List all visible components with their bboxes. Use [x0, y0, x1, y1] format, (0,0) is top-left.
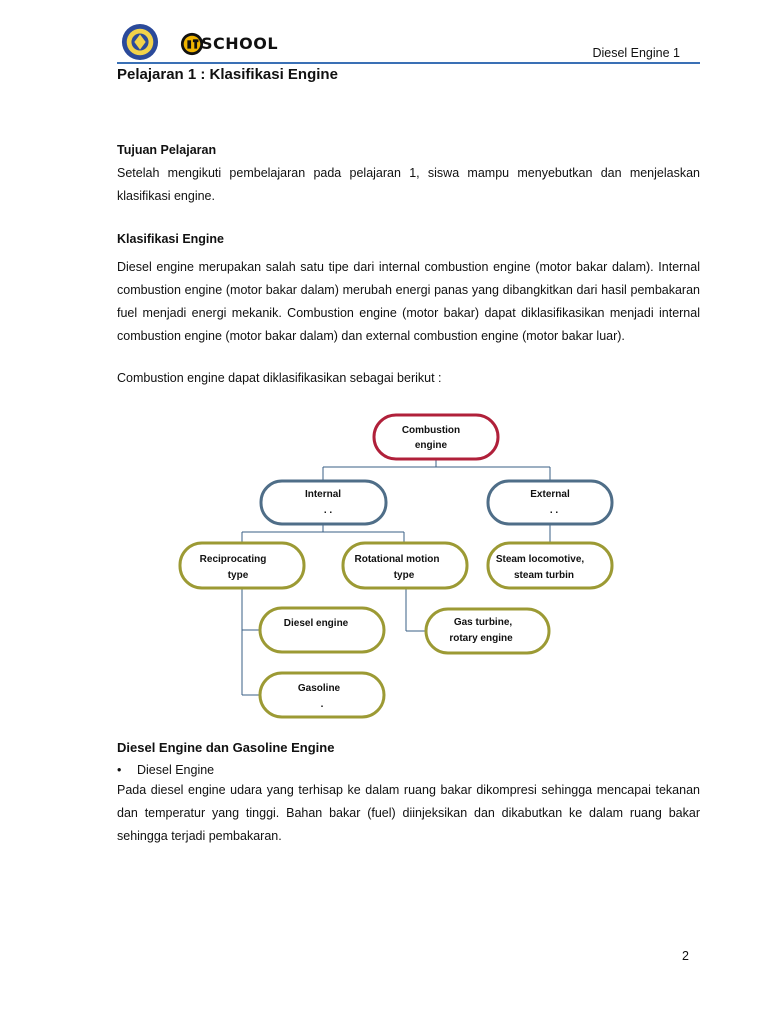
university-seal-logo — [121, 23, 159, 61]
node-diesel-engine — [260, 608, 384, 652]
header-divider — [117, 62, 700, 64]
page-header — [117, 18, 700, 64]
bullet-text: Diesel Engine — [137, 763, 215, 777]
diesel-gasoline-heading: Diesel Engine dan Gasoline Engine — [117, 740, 335, 755]
node-rotational-line2: type — [393, 570, 415, 581]
node-gasoline-line2: . — [320, 699, 324, 710]
bullet-item-diesel — [117, 763, 214, 777]
node-internal-line2: . . — [323, 505, 333, 516]
node-rotational-motion-type — [343, 543, 467, 588]
node-gasturbine-line1: Gas turbine, — [453, 617, 513, 628]
node-rotational-line1: Rotational motion — [354, 554, 440, 565]
node-gas-turbine — [426, 609, 549, 653]
bullet-dot-icon: • — [117, 763, 122, 777]
node-steam-locomotive — [488, 543, 612, 588]
node-internal-line1: Internal — [304, 489, 342, 500]
node-gasoline-line1: Gasoline — [297, 683, 341, 694]
node-combustion-line2: engine — [414, 440, 448, 451]
goal-heading: Tujuan Pelajaran — [117, 143, 217, 157]
node-gasturbine-line2: rotary engine — [449, 633, 513, 644]
engine-classification-diagram — [0, 400, 768, 730]
node-external — [488, 481, 612, 524]
document-label: Diesel Engine 1 — [592, 46, 680, 60]
node-internal — [261, 481, 386, 524]
node-combustion-engine — [374, 415, 498, 459]
lesson-title: Pelajaran 1 : Klasifikasi Engine — [117, 66, 338, 83]
node-combustion-line1: Combustion — [401, 425, 461, 436]
node-steam-line2: steam turbin — [513, 570, 575, 581]
node-reciprocating-line1: Reciprocating — [199, 554, 267, 565]
node-external-line2: . . — [549, 505, 559, 516]
page-number: 2 — [682, 949, 689, 963]
classification-paragraph: Diesel engine merupakan salah satu tipe dari internal combustion engine (motor bakar dalam). Internal combustion engine (motor bakar dalam) merubah energi panas yang dibangkitkan dari hasil pembakaran fuel menjadi energi mekanik. Combustion engine (motor bakar) dapat diklasifikasikan menjadi internal combustion engine (motor bakar dalam) dan external combustion engine (motor bakar luar). — [117, 260, 700, 343]
brand-text: SCHOOL — [201, 34, 279, 53]
diesel-paragraph: Pada diesel engine udara yang terhisap ke dalam ruang bakar dikompresi sehingga mencapai tekanan dan temperatur yang tinggi. Bahan bakar (fuel) diinjeksikan dan dikabutkan ke dalam ruang bakar sehingga terjadi pembakaran. — [117, 783, 700, 843]
node-diesel-line1: Diesel engine — [283, 618, 349, 629]
classification-intro-line: Combustion engine dapat diklasifikasikan sebagai berikut : — [117, 371, 442, 385]
node-reciprocating-type — [180, 543, 304, 588]
classification-heading: Klasifikasi Engine — [117, 232, 224, 246]
node-external-line1: External — [530, 489, 570, 500]
node-reciprocating-line2: type — [227, 570, 249, 581]
node-gasoline — [260, 673, 384, 717]
node-steam-line1: Steam locomotive, — [495, 554, 585, 565]
goal-paragraph: Setelah mengikuti pembelajaran pada pelajaran 1, siswa mampu menyebutkan dan menjelaskan klasifikasi engine. — [117, 166, 700, 203]
